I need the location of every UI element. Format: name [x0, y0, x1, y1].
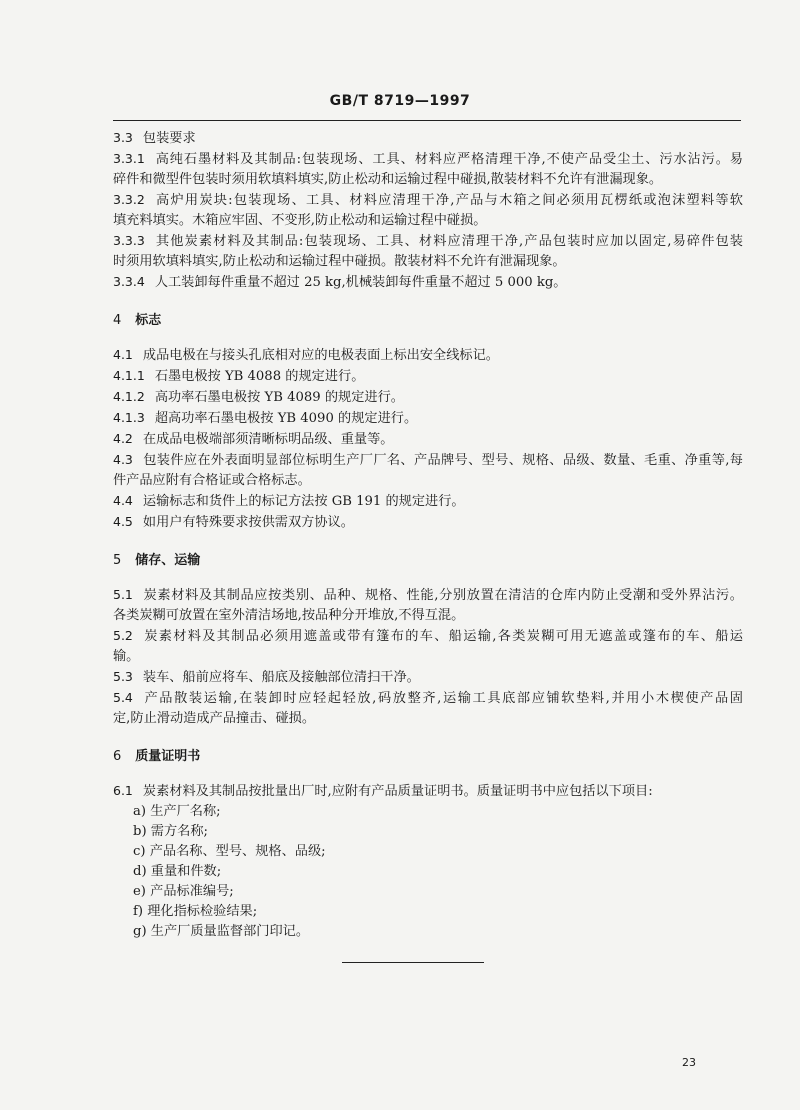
list-item: g) 生产厂质量监督部门印记。 [133, 924, 310, 939]
para-5-4-line2: 定,防止滑动造成产品撞击、碰损。 [113, 711, 316, 726]
para-5-3: 5.3 装车、船前应将车、船底及接触部位清扫干净。 [113, 669, 420, 685]
para-5-1-line2: 各类炭糊可放置在室外清洁场地,按品种分开堆放,不得互混。 [113, 608, 465, 623]
para-3-3-1-line2: 碎件和微型件包装时须用软填料填实,防止松动和运输过程中碰损,散装材料不允许有泄漏现象。 [113, 172, 663, 187]
para-4-1-1: 4.1.1 石墨电极按 YB 4088 的规定进行。 [113, 368, 365, 384]
para-3-3-3-line1: 3.3.3 其他炭素材料及其制品:包装现场、工具、材料应清理干净,产品包装时应加以固定,易碎件包装 [113, 233, 743, 249]
list-item: a) 生产厂名称; [133, 804, 221, 819]
list-item: b) 需方名称; [133, 824, 208, 839]
para-4-2: 4.2 在成品电极端部须清晰标明品级、重量等。 [113, 431, 394, 447]
section-4-title: 4 标志 [113, 313, 162, 328]
header-rule [113, 120, 741, 121]
section-6-title: 6 质量证明书 [113, 749, 201, 764]
para-6-1: 6.1 炭素材料及其制品按批量出厂时,应附有产品质量证明书。质量证明书中应包括以下项目: [113, 783, 653, 799]
para-4-1-2: 4.1.2 高功率石墨电极按 YB 4089 的规定进行。 [113, 389, 404, 405]
para-3-3-3-line2: 时须用软填料填实,防止松动和运输过程中碰损。散装材料不允许有泄漏现象。 [113, 254, 566, 269]
para-3-3-2-line1: 3.3.2 高炉用炭块:包装现场、工具、材料应清理干净,产品与木箱之间必须用瓦楞纸或泡沫塑料等软 [113, 192, 743, 208]
list-item: f) 理化指标检验结果; [133, 904, 258, 919]
list-item: d) 重量和件数; [133, 864, 222, 879]
section-5-title: 5 储存、运输 [113, 553, 201, 568]
para-4-4: 4.4 运输标志和货件上的标记方法按 GB 191 的规定进行。 [113, 493, 465, 509]
para-4-3-line1: 4.3 包装件应在外表面明显部位标明生产厂厂名、产品牌号、型号、规格、品级、数量、毛重、净重等,每 [113, 452, 743, 468]
para-5-2-line2: 输。 [113, 649, 140, 664]
para-4-1: 4.1 成品电极在与接头孔底相对应的电极表面上标出安全线标记。 [113, 347, 499, 363]
para-3-3-1-line1: 3.3.1 高纯石墨材料及其制品:包装现场、工具、材料应严格清理干净,不使产品受尘土、污水沾污。易 [113, 151, 743, 167]
para-3-3-4: 3.3.4 人工装卸每件重量不超过 25 kg,机械装卸每件重量不超过 5 000 kg。 [113, 274, 567, 290]
standard-header: GB/T 8719—1997 [329, 93, 471, 109]
para-4-3-line2: 件产品应附有合格证或合格标志。 [113, 473, 311, 488]
para-5-4-line1: 5.4 产品散装运输,在装卸时应轻起轻放,码放整齐,运输工具底部应铺软垫料,并用小木楔使产品固 [113, 690, 743, 706]
para-5-1-line1: 5.1 炭素材料及其制品应按类别、品种、规格、性能,分别放置在清洁的仓库内防止受潮和受外界沾污。 [113, 587, 743, 603]
para-5-2-line1: 5.2 炭素材料及其制品必须用遮盖或带有篷布的车、船运输,各类炭糊可用无遮盖或篷布的车、船运 [113, 628, 743, 644]
list-item: c) 产品名称、型号、规格、品级; [133, 844, 326, 859]
page-number: 23 [682, 1056, 696, 1069]
para-4-5: 4.5 如用户有特殊要求按供需双方协议。 [113, 514, 354, 530]
para-3-3-2-line2: 填充料填实。木箱应牢固、不变形,防止松动和运输过程中碰损。 [113, 213, 487, 228]
document-body [113, 128, 743, 942]
section-3-3-title: 3.3 包装要求 [113, 130, 196, 146]
end-rule [342, 962, 484, 963]
para-4-1-3: 4.1.3 超高功率石墨电极按 YB 4090 的规定进行。 [113, 410, 418, 426]
list-item: e) 产品标准编号; [133, 884, 234, 899]
